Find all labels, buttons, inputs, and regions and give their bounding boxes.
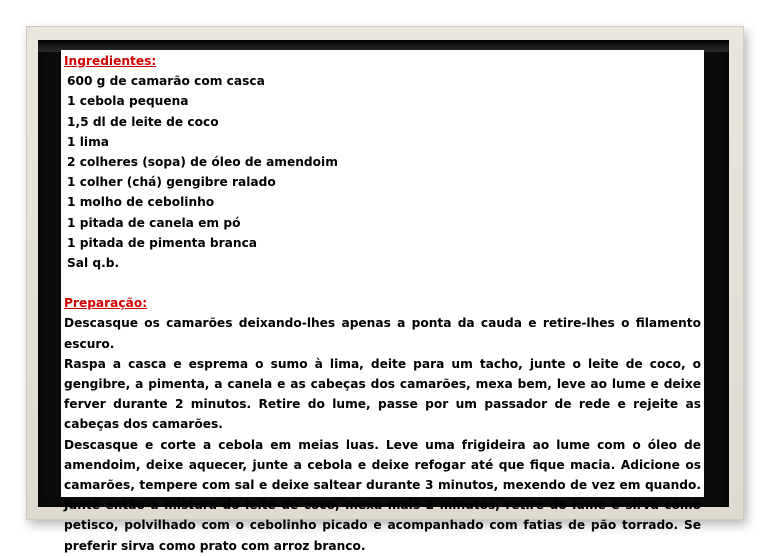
ingredient-item: Sal q.b. (67, 256, 120, 271)
preparation-heading: Preparação: (64, 296, 148, 311)
preparation-step: Descasque os camarões deixando-lhes apenas a ponta da cauda e retire-lhes o filamento escuro. (64, 316, 701, 351)
preparation-step: Raspa a casca e esprema o sumo à lima, deite para um tacho, junte o leite de coco, o gengibre, a pimenta, a canela e as cabeças dos camarões, mexa bem, leve ao lume e deixe ferver durante 2 minutos. Retire do lume, passe por um passador de rede e rejeite as cabeças dos camarões. (64, 356, 701, 432)
ingredients-list (64, 71, 701, 273)
ingredient-item: 1 pitada de pimenta branca (67, 235, 258, 250)
ingredients-heading: Ingredientes: (64, 54, 157, 68)
preparation-step: Descasque e corte a cebola em meias luas. Leve uma frigideira ao lume com o óleo de amendoim, deixe aquecer, junte a cebola e deixe refogar até que fique macia. Adicione os camarões, tempere com sal e deixe saltear durante 3 minutos, mexendo de vez em quando. Junte então a mistura do leite de coco, mexa mais 2 minutos, retire do lume e sirva como petisco, polvilhado com o cebolinho picado e acompanhado com fatias de pão torrado. Se preferir sirva como prato com arroz branco. (64, 437, 701, 553)
ingredient-item: 1,5 dl de leite de coco (67, 114, 219, 129)
picture-frame (26, 26, 744, 553)
ingredient-item: 1 pitada de canela em pó (67, 215, 241, 230)
recipe-card (61, 50, 704, 553)
ingredient-item: 1 colher (chá) gengibre ralado (67, 175, 276, 190)
ingredient-item: 1 molho de cebolinho (67, 195, 215, 210)
section-spacer (64, 273, 701, 293)
ingredient-item: 1 lima (67, 134, 110, 149)
ingredient-item: 600 g de camarão com casca (67, 74, 265, 89)
frame-mat (38, 40, 729, 553)
ingredient-item: 1 cebola pequena (67, 94, 189, 109)
ingredient-item: 2 colheres (sopa) de óleo de amendoim (67, 155, 338, 170)
